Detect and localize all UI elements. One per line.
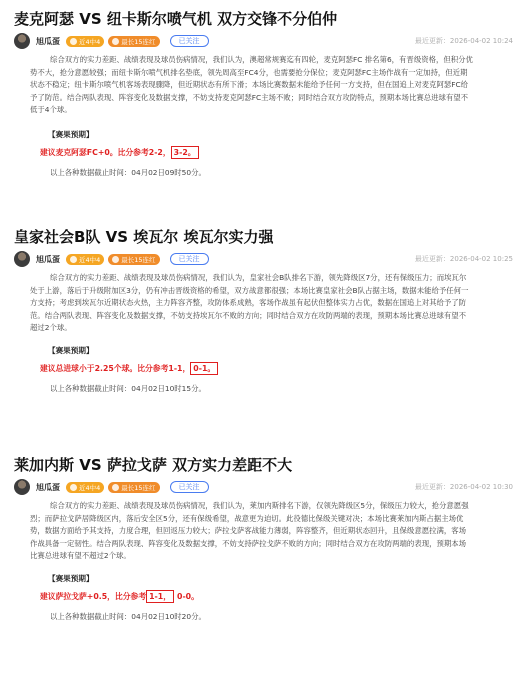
- updated-time: 最近更新：2026-04-02 10:24: [414, 37, 513, 45]
- follow-button[interactable]: 已关注: [170, 35, 209, 47]
- updated-time: 最近更新：2026-04-02 10:25: [414, 255, 513, 263]
- streak-badge-label: 最长15连红: [121, 483, 156, 492]
- article-title[interactable]: 莱加内斯 VS 萨拉戈萨 双方实力差距不大: [14, 456, 293, 474]
- article-title[interactable]: 皇家社会B队 VS 埃瓦尔 埃瓦尔实力强: [14, 228, 274, 246]
- author-name[interactable]: 旭瓜蛋: [36, 482, 60, 492]
- avatar[interactable]: [14, 479, 30, 495]
- author-meta: [0, 476, 527, 498]
- prediction-score-highlight: 3-2。: [171, 146, 199, 159]
- article-body: [0, 272, 527, 335]
- updated-time: 最近更新：2026-04-02 10:30: [414, 483, 513, 491]
- prediction-tail: 0-0。: [177, 591, 199, 601]
- analysis-text: 综合双方的实力差距、战绩表现及球员伤病情况，我们认为，莱加内斯排名下游，仅领先降级区5分，保级压力较大，抢分意愿强烈；而萨拉戈萨居降级区内，落后安全区5分，还有保级希望，战意更为迫切。此役德比保级关键对决；本场比赛莱加内斯占据主场优势，数据方面给予其支持，力度合理，但回返压力较大；萨拉戈萨客战能力薄弱，阵容整齐，但近期状态回升，且保级意愿拉满，客场作战具备一定韧性。结合两队表现、阵容变化及数据支撑，不妨支持萨拉戈萨不败的方向；同时结合双方在攻防两端的表现，预期本场比赛总进球有望不超过2个球。: [30, 501, 469, 561]
- hits-badge: [66, 36, 104, 47]
- data-cutoff: 以上各种数据截止时间：04月02日09时50分。: [50, 167, 206, 177]
- prediction-line: [0, 146, 527, 159]
- article-title[interactable]: 麦克阿瑟 VS 纽卡斯尔喷气机 双方交锋不分伯仲: [14, 10, 338, 28]
- article-card: [0, 450, 527, 673]
- section-heading: 【赛果预期】: [48, 129, 94, 139]
- prediction-score-highlight: 0-1。: [190, 362, 218, 375]
- follow-button[interactable]: 已关注: [170, 481, 209, 493]
- streak-badge-label: 最长15连红: [121, 37, 156, 46]
- analysis-text: 综合双方的实力差距、战绩表现及球员伤病情况，我们认为，皇家社会B队排名下游，领先降级区7分，还有保级压力；而埃瓦尔处于上游，落后于升级附加区3分，仍有冲击晋级资格的希望，双方战意都很强；本场比赛皇家社会B队占据主场，数据未能给予任何一方支持；考虑到埃瓦尔近期状态火热，主力阵容齐整，攻防体系成熟，客场作战虽有起伏但整体实力占优，数据在国追上对其给予了防范。结合两队表现、阵容变化及数据支撑，不妨支持埃瓦尔不败的方向；同时结合双方在攻防两端的表现，预期本场比赛总进球有望不超过2个球。: [30, 273, 469, 333]
- section-heading: 【赛果预期】: [48, 345, 94, 355]
- author-meta: [0, 248, 527, 270]
- streak-badge: [108, 36, 159, 47]
- prediction-score-highlight: 1-1，: [146, 590, 174, 603]
- trophy-icon: [70, 484, 77, 491]
- streak-badge-label: 最长15连红: [121, 255, 156, 264]
- prediction-line: [0, 362, 527, 375]
- prediction-text: 建议总进球小于2.25个球。比分参考1-1，: [40, 363, 191, 373]
- article-body: [0, 500, 527, 563]
- hits-badge: [66, 482, 104, 493]
- hits-badge-label: 近4中4: [79, 255, 101, 264]
- streak-badge: [108, 482, 159, 493]
- flame-icon: [112, 38, 119, 45]
- prediction-line: [0, 590, 527, 603]
- hits-badge: [66, 254, 104, 265]
- author-name[interactable]: 旭瓜蛋: [36, 254, 60, 264]
- prediction-text: 建议萨拉戈萨+0.5，比分参考: [40, 591, 147, 601]
- avatar[interactable]: [14, 251, 30, 267]
- avatar[interactable]: [14, 33, 30, 49]
- flame-icon: [112, 484, 119, 491]
- hits-badge-label: 近4中4: [79, 483, 101, 492]
- author-name[interactable]: 旭瓜蛋: [36, 36, 60, 46]
- trophy-icon: [70, 38, 77, 45]
- analysis-text: 综合双方的实力差距、战绩表现及球员伤病情况，我们认为，澳超常规赛迄有四轮，麦克阿瑟FC 排名第6，有晋级资格，但积分优势不大，抢分意愿较强；而纽卡斯尔喷气机排名垫底，领先周高至FC4分，也需要抢分保位；麦克阿瑟FC主场作战有一定加持，但近期状态不稳定；纽卡斯尔喷气机客场表现骤降，但近期状态有所下滑；本场比赛数据未能给予任何一方支持，但在国追上对麦克阿瑟FC给予了防范。结合两队表现、阵容变化及数据支撑，不妨支持麦克阿瑟FC主场不败；同时结合双方攻防特点，预期本场比赛总进球有望不低于4个球。: [30, 55, 473, 115]
- hits-badge-label: 近4中4: [79, 37, 101, 46]
- follow-button[interactable]: 已关注: [170, 253, 209, 265]
- article-card: [0, 222, 527, 450]
- author-meta: [0, 30, 527, 52]
- flame-icon: [112, 256, 119, 263]
- streak-badge: [108, 254, 159, 265]
- article-body: [0, 54, 527, 117]
- section-heading: 【赛果预期】: [48, 573, 94, 583]
- trophy-icon: [70, 256, 77, 263]
- data-cutoff: 以上各种数据截止时间：04月02日10时20分。: [50, 611, 206, 621]
- prediction-text: 建议麦克阿瑟FC+0。比分参考2-2，: [40, 147, 171, 157]
- data-cutoff: 以上各种数据截止时间：04月02日10时15分。: [50, 383, 206, 393]
- article-card: [0, 0, 527, 222]
